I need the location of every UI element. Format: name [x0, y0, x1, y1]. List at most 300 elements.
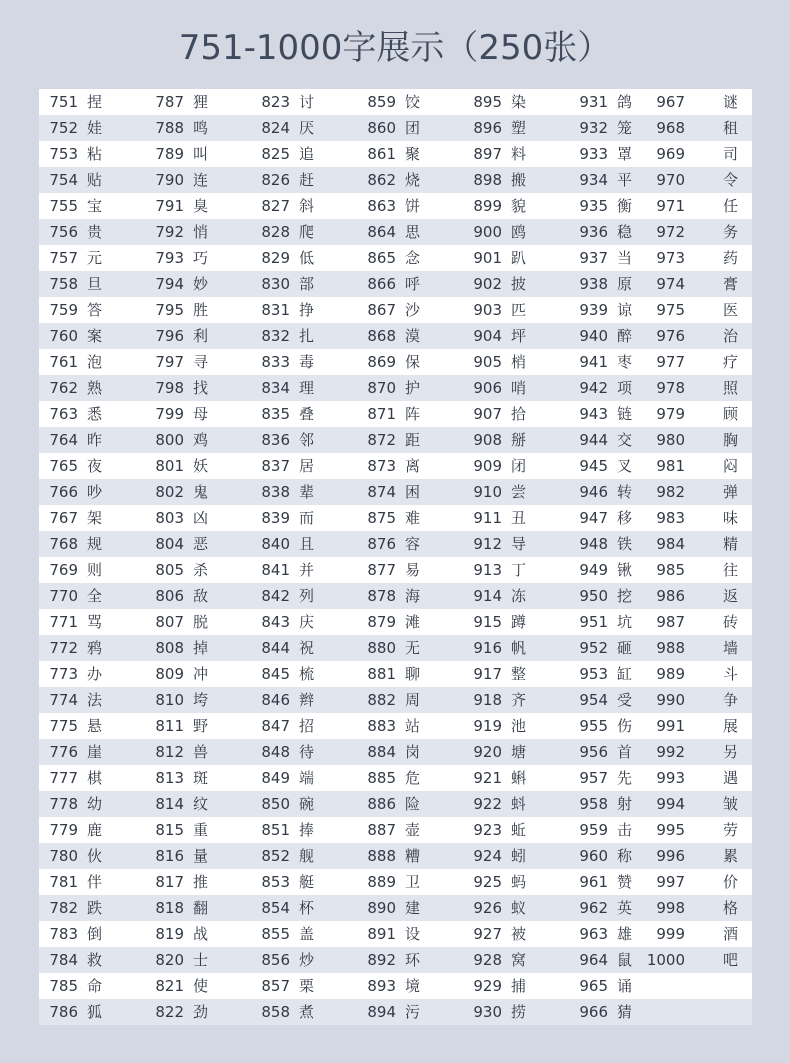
entry-character: 当	[617, 249, 633, 267]
character-entry	[251, 479, 357, 505]
table-row	[39, 999, 752, 1025]
entry-character: 且	[299, 535, 315, 553]
entry-number: 808	[155, 639, 184, 657]
character-entry	[145, 297, 251, 323]
entry-character: 饼	[405, 197, 421, 215]
entry-character: 连	[193, 171, 209, 189]
character-entry	[251, 401, 357, 427]
entry-number: 883	[367, 717, 396, 735]
character-table	[39, 89, 752, 1025]
entry-character: 周	[405, 691, 421, 709]
entry-number: 782	[49, 899, 78, 917]
character-entry	[145, 921, 251, 947]
entry-number: 936	[579, 223, 608, 241]
entry-number: 975	[656, 301, 685, 319]
character-entry	[463, 479, 569, 505]
entry-number: 915	[473, 613, 502, 631]
character-entry	[39, 817, 145, 843]
entry-character: 雄	[617, 925, 633, 943]
character-entry	[39, 713, 145, 739]
entry-number: 811	[155, 717, 184, 735]
entry-number: 826	[261, 171, 290, 189]
entry-number: 832	[261, 327, 290, 345]
character-entry	[656, 921, 752, 947]
entry-character: 贵	[87, 223, 103, 241]
character-entry	[251, 349, 357, 375]
entry-number: 869	[367, 353, 396, 371]
entry-character: 艇	[299, 873, 315, 891]
entry-number: 991	[656, 717, 685, 735]
character-entry	[251, 505, 357, 531]
character-entry	[463, 505, 569, 531]
entry-number: 976	[656, 327, 685, 345]
character-entry	[463, 401, 569, 427]
entry-character: 蚁	[511, 899, 527, 917]
character-entry	[357, 921, 463, 947]
entry-number: 829	[261, 249, 290, 267]
character-entry	[251, 219, 357, 245]
entry-number: 952	[579, 639, 608, 657]
entry-character: 离	[405, 457, 421, 475]
entry-character: 医	[723, 301, 739, 319]
entry-character: 端	[299, 769, 315, 787]
entry-number: 955	[579, 717, 608, 735]
entry-character: 泡	[87, 353, 103, 371]
entry-number: 839	[261, 509, 290, 527]
entry-number: 900	[473, 223, 502, 241]
entry-character: 厌	[299, 119, 315, 137]
entry-character: 斗	[723, 665, 739, 683]
character-entry	[357, 713, 463, 739]
entry-character: 蚪	[511, 795, 527, 813]
character-entry	[251, 193, 357, 219]
entry-character: 谜	[723, 93, 739, 111]
entry-number: 920	[473, 743, 502, 761]
entry-character: 爬	[299, 223, 315, 241]
entry-character: 敌	[193, 587, 209, 605]
entry-number: 863	[367, 197, 396, 215]
entry-character: 法	[87, 691, 103, 709]
character-entry	[646, 947, 752, 973]
entry-number: 972	[656, 223, 685, 241]
entry-number: 860	[367, 119, 396, 137]
table-row	[39, 921, 752, 947]
entry-character: 捧	[299, 821, 315, 839]
character-entry	[569, 973, 675, 999]
entry-character: 悬	[87, 717, 103, 735]
entry-character: 赶	[299, 171, 315, 189]
character-entry	[463, 817, 569, 843]
entry-number: 1000	[646, 951, 685, 969]
entry-number: 960	[579, 847, 608, 865]
entry-number: 880	[367, 639, 396, 657]
character-entry	[675, 999, 752, 1025]
entry-number: 761	[49, 353, 78, 371]
entry-number: 887	[367, 821, 396, 839]
character-entry	[357, 453, 463, 479]
entry-number: 982	[656, 483, 685, 501]
entry-character: 巧	[193, 249, 209, 267]
entry-character: 叫	[193, 145, 209, 163]
entry-character: 劳	[723, 821, 739, 839]
entry-character: 粘	[87, 145, 103, 163]
table-row	[39, 375, 752, 401]
entry-number: 794	[155, 275, 184, 293]
entry-character: 呼	[405, 275, 421, 293]
entry-character: 趴	[511, 249, 527, 267]
entry-number: 889	[367, 873, 396, 891]
entry-number: 964	[579, 951, 608, 969]
entry-number: 752	[49, 119, 78, 137]
character-entry	[251, 661, 357, 687]
entry-number: 905	[473, 353, 502, 371]
entry-character: 价	[723, 873, 739, 891]
character-entry	[656, 765, 752, 791]
entry-character: 烧	[405, 171, 421, 189]
entry-character: 伴	[87, 873, 103, 891]
entry-number: 793	[155, 249, 184, 267]
entry-number: 909	[473, 457, 502, 475]
character-entry	[251, 271, 357, 297]
entry-number: 766	[49, 483, 78, 501]
entry-number: 953	[579, 665, 608, 683]
entry-number: 781	[49, 873, 78, 891]
entry-character: 闷	[723, 457, 739, 475]
table-row	[39, 973, 752, 999]
character-entry	[145, 531, 251, 557]
entry-number: 984	[656, 535, 685, 553]
character-entry	[251, 999, 357, 1025]
entry-number: 854	[261, 899, 290, 917]
entry-number: 995	[656, 821, 685, 839]
entry-number: 954	[579, 691, 608, 709]
entry-character: 鸦	[87, 639, 103, 657]
entry-character: 环	[405, 951, 421, 969]
character-entry	[251, 141, 357, 167]
table-row	[39, 89, 752, 115]
character-entry	[656, 739, 752, 765]
entry-number: 837	[261, 457, 290, 475]
table-row	[39, 349, 752, 375]
entry-character: 险	[405, 795, 421, 813]
entry-number: 932	[579, 119, 608, 137]
character-entry	[357, 895, 463, 921]
entry-number: 937	[579, 249, 608, 267]
character-entry	[463, 219, 569, 245]
character-entry	[656, 557, 752, 583]
entry-number: 801	[155, 457, 184, 475]
character-entry	[357, 193, 463, 219]
character-entry	[463, 141, 569, 167]
entry-character: 利	[193, 327, 209, 345]
character-entry	[357, 791, 463, 817]
entry-number: 805	[155, 561, 184, 579]
character-entry	[357, 245, 463, 271]
character-entry	[463, 115, 569, 141]
entry-character: 扎	[299, 327, 315, 345]
entry-number: 861	[367, 145, 396, 163]
entry-number: 831	[261, 301, 290, 319]
entry-character: 丁	[511, 561, 527, 579]
character-entry	[251, 895, 357, 921]
character-entry	[145, 453, 251, 479]
entry-character: 原	[617, 275, 633, 293]
entry-number: 910	[473, 483, 502, 501]
entry-number: 996	[656, 847, 685, 865]
entry-number: 871	[367, 405, 396, 423]
entry-number: 990	[656, 691, 685, 709]
entry-number: 765	[49, 457, 78, 475]
entry-character: 先	[617, 769, 633, 787]
entry-character: 则	[87, 561, 103, 579]
character-entry	[145, 791, 251, 817]
entry-character: 稳	[617, 223, 633, 241]
entry-number: 809	[155, 665, 184, 683]
character-entry	[656, 375, 752, 401]
entry-character: 罩	[617, 145, 633, 163]
entry-number: 849	[261, 769, 290, 787]
entry-character: 毒	[299, 353, 315, 371]
character-entry	[39, 245, 145, 271]
entry-character: 骂	[87, 613, 103, 631]
character-entry	[656, 245, 752, 271]
entry-number: 819	[155, 925, 184, 943]
entry-character: 整	[511, 665, 527, 683]
character-entry	[145, 167, 251, 193]
entry-number: 885	[367, 769, 396, 787]
character-entry	[463, 687, 569, 713]
table-row	[39, 843, 752, 869]
entry-character: 娃	[87, 119, 103, 137]
character-entry	[357, 479, 463, 505]
character-entry	[463, 843, 569, 869]
character-entry	[463, 999, 569, 1025]
character-entry	[39, 583, 145, 609]
entry-character: 梳	[299, 665, 315, 683]
entry-character: 招	[299, 717, 315, 735]
entry-number: 845	[261, 665, 290, 683]
entry-number: 840	[261, 535, 290, 553]
character-entry	[463, 245, 569, 271]
entry-number: 753	[49, 145, 78, 163]
entry-number: 945	[579, 457, 608, 475]
entry-character: 挖	[617, 587, 633, 605]
entry-number: 792	[155, 223, 184, 241]
entry-number: 802	[155, 483, 184, 501]
entry-character: 窝	[511, 951, 527, 969]
character-entry	[251, 427, 357, 453]
entry-character: 站	[405, 717, 421, 735]
entry-number: 986	[656, 587, 685, 605]
character-entry	[357, 427, 463, 453]
entry-character: 吧	[723, 951, 739, 969]
character-entry	[251, 531, 357, 557]
entry-number: 967	[656, 93, 685, 111]
entry-character: 垮	[193, 691, 209, 709]
entry-character: 伙	[87, 847, 103, 865]
character-entry	[251, 375, 357, 401]
entry-character: 追	[299, 145, 315, 163]
character-entry	[145, 635, 251, 661]
entry-number: 870	[367, 379, 396, 397]
entry-character: 臭	[193, 197, 209, 215]
entry-character: 幼	[87, 795, 103, 813]
character-entry	[463, 167, 569, 193]
entry-character: 蚂	[511, 873, 527, 891]
table-row	[39, 401, 752, 427]
entry-number: 963	[579, 925, 608, 943]
table-row	[39, 869, 752, 895]
entry-number: 921	[473, 769, 502, 787]
entry-number: 844	[261, 639, 290, 657]
table-row	[39, 323, 752, 349]
entry-number: 789	[155, 145, 184, 163]
entry-number: 882	[367, 691, 396, 709]
entry-character: 危	[405, 769, 421, 787]
entry-character: 杀	[193, 561, 209, 579]
entry-character: 重	[193, 821, 209, 839]
character-entry	[145, 843, 251, 869]
page-title: 751-1000字展示（250张）	[178, 28, 612, 68]
entry-number: 815	[155, 821, 184, 839]
entry-character: 跌	[87, 899, 103, 917]
character-entry	[39, 895, 145, 921]
entry-number: 779	[49, 821, 78, 839]
entry-number: 941	[579, 353, 608, 371]
table-row	[39, 219, 752, 245]
character-entry	[39, 947, 145, 973]
entry-character: 冲	[193, 665, 209, 683]
entry-character: 部	[299, 275, 315, 293]
entry-number: 949	[579, 561, 608, 579]
table-row	[39, 947, 752, 973]
entry-character: 顾	[723, 405, 739, 423]
entry-number: 876	[367, 535, 396, 553]
entry-character: 阵	[405, 405, 421, 423]
entry-character: 叠	[299, 405, 315, 423]
entry-number: 943	[579, 405, 608, 423]
character-entry	[656, 349, 752, 375]
entry-character: 设	[405, 925, 421, 943]
entry-number: 934	[579, 171, 608, 189]
character-entry	[656, 401, 752, 427]
character-entry	[357, 401, 463, 427]
entry-character: 辫	[299, 691, 315, 709]
entry-character: 伤	[617, 717, 633, 735]
character-entry	[357, 583, 463, 609]
character-entry	[357, 219, 463, 245]
character-entry	[656, 895, 752, 921]
character-entry	[145, 323, 251, 349]
entry-character: 滩	[405, 613, 421, 631]
entry-character: 丑	[511, 509, 527, 527]
entry-character: 冻	[511, 587, 527, 605]
entry-character: 缸	[617, 665, 633, 683]
character-entry	[251, 115, 357, 141]
table-row	[39, 557, 752, 583]
entry-number: 758	[49, 275, 78, 293]
character-entry	[251, 323, 357, 349]
entry-number: 866	[367, 275, 396, 293]
entry-number: 853	[261, 873, 290, 891]
entry-number: 895	[473, 93, 502, 111]
entry-character: 搬	[511, 171, 527, 189]
entry-number: 816	[155, 847, 184, 865]
entry-character: 务	[723, 223, 739, 241]
character-entry	[145, 557, 251, 583]
entry-character: 皱	[723, 795, 739, 813]
entry-character: 念	[405, 249, 421, 267]
entry-character: 旦	[87, 275, 103, 293]
entry-number: 822	[155, 1003, 184, 1021]
entry-character: 寻	[193, 353, 209, 371]
entry-character: 披	[511, 275, 527, 293]
entry-character: 砸	[617, 639, 633, 657]
entry-number: 795	[155, 301, 184, 319]
entry-number: 890	[367, 899, 396, 917]
entry-number: 992	[656, 743, 685, 761]
character-entry	[656, 817, 752, 843]
character-entry	[656, 583, 752, 609]
entry-character: 鸽	[617, 93, 633, 111]
entry-number: 804	[155, 535, 184, 553]
character-entry	[251, 765, 357, 791]
entry-character: 狐	[87, 1003, 103, 1021]
entry-character: 容	[405, 535, 421, 553]
entry-character: 邻	[299, 431, 315, 449]
entry-number: 867	[367, 301, 396, 319]
entry-number: 957	[579, 769, 608, 787]
entry-character: 首	[617, 743, 633, 761]
entry-character: 推	[193, 873, 209, 891]
character-entry	[39, 505, 145, 531]
entry-character: 墙	[723, 639, 739, 657]
entry-number: 903	[473, 301, 502, 319]
entry-number: 877	[367, 561, 396, 579]
table-row	[39, 739, 752, 765]
entry-number: 760	[49, 327, 78, 345]
entry-number: 904	[473, 327, 502, 345]
character-entry	[251, 739, 357, 765]
entry-number: 942	[579, 379, 608, 397]
character-entry	[656, 427, 752, 453]
entry-character: 捏	[87, 93, 103, 111]
table-row	[39, 661, 752, 687]
entry-character: 盖	[299, 925, 315, 943]
character-entry	[39, 973, 145, 999]
entry-number: 907	[473, 405, 502, 423]
entry-number: 971	[656, 197, 685, 215]
entry-character: 染	[511, 93, 527, 111]
entry-character: 料	[511, 145, 527, 163]
entry-number: 848	[261, 743, 290, 761]
character-entry	[39, 661, 145, 687]
entry-character: 贴	[87, 171, 103, 189]
entry-number: 874	[367, 483, 396, 501]
entry-character: 蹲	[511, 613, 527, 631]
entry-number: 857	[261, 977, 290, 995]
entry-number: 891	[367, 925, 396, 943]
character-entry	[39, 193, 145, 219]
entry-number: 814	[155, 795, 184, 813]
table-row	[39, 765, 752, 791]
table-row	[39, 141, 752, 167]
character-entry	[145, 271, 251, 297]
table-row	[39, 505, 752, 531]
entry-character: 匹	[511, 301, 527, 319]
character-entry	[39, 375, 145, 401]
entry-number: 821	[155, 977, 184, 995]
